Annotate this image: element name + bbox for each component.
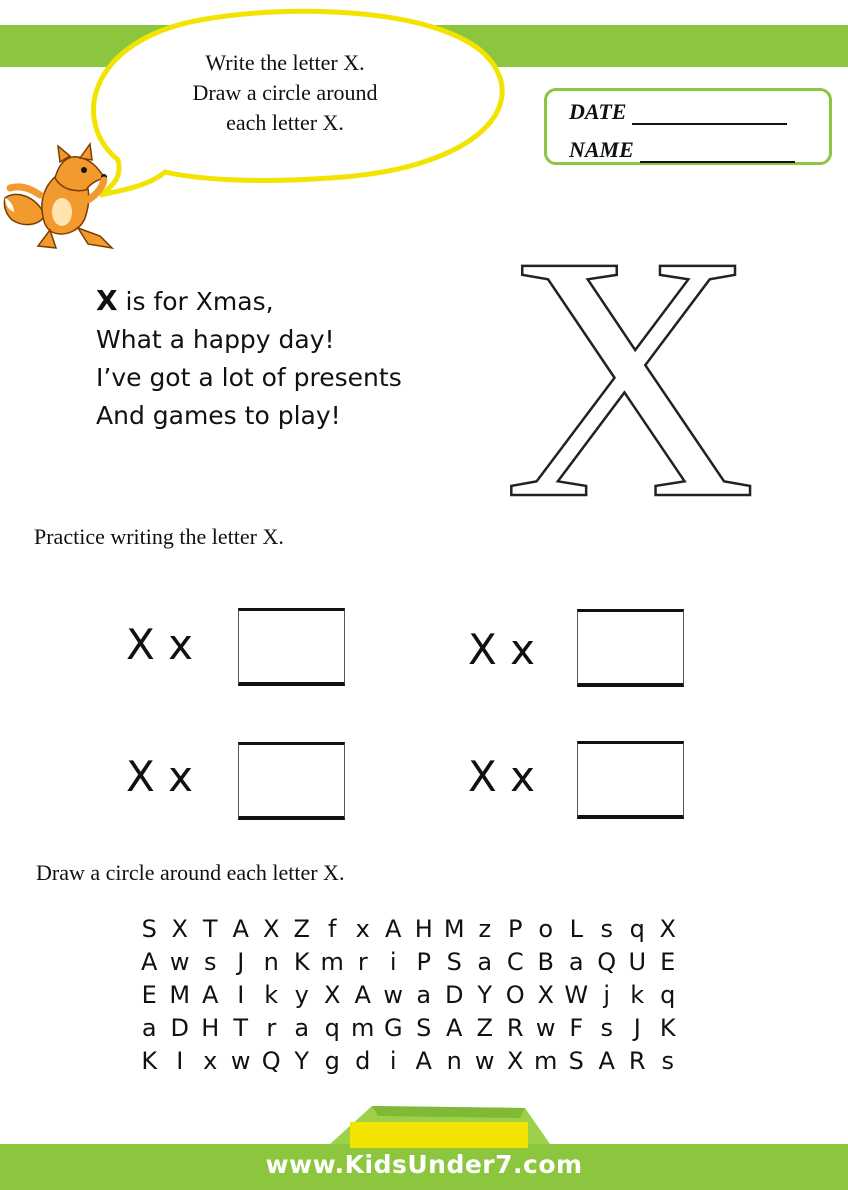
letter-pair-3: X x bbox=[126, 752, 193, 801]
letter-row bbox=[134, 978, 683, 1011]
instruction-text bbox=[160, 48, 410, 138]
search-letter[interactable]: X bbox=[537, 980, 554, 1009]
search-letter[interactable]: A bbox=[385, 914, 402, 943]
search-letter[interactable]: Z bbox=[476, 1013, 493, 1042]
search-letter[interactable]: x bbox=[203, 1046, 218, 1075]
search-heading: Draw a circle around each letter X. bbox=[36, 860, 345, 885]
search-letter[interactable]: M bbox=[169, 980, 191, 1009]
search-letter[interactable]: K bbox=[141, 1046, 158, 1075]
search-letter[interactable]: a bbox=[141, 1013, 157, 1042]
search-letter[interactable]: D bbox=[445, 980, 464, 1009]
poem bbox=[96, 282, 402, 435]
date-field[interactable] bbox=[569, 99, 787, 125]
practice-heading: Practice writing the letter X. bbox=[34, 524, 284, 549]
search-letter[interactable]: G bbox=[383, 1013, 403, 1042]
website-url[interactable]: www.KidsUnder7.com bbox=[265, 1150, 583, 1179]
writing-box-3[interactable] bbox=[238, 742, 345, 820]
letter-row bbox=[134, 945, 683, 978]
search-letter[interactable]: E bbox=[660, 947, 676, 976]
search-letter[interactable]: T bbox=[233, 1013, 249, 1042]
search-letter[interactable]: I bbox=[176, 1046, 184, 1075]
search-letter[interactable]: w bbox=[474, 1046, 495, 1075]
poem-line-1 bbox=[96, 282, 402, 321]
search-letter[interactable]: w bbox=[535, 1013, 556, 1042]
search-letter[interactable]: Q bbox=[597, 947, 617, 976]
search-letter[interactable]: s bbox=[203, 947, 217, 976]
search-letter[interactable]: A bbox=[446, 1013, 463, 1042]
date-name-box bbox=[544, 88, 832, 165]
search-letter[interactable]: q bbox=[629, 914, 645, 943]
search-letter[interactable]: w bbox=[383, 980, 404, 1009]
search-letter[interactable]: n bbox=[263, 947, 279, 976]
search-letter[interactable]: U bbox=[628, 947, 647, 976]
search-letter[interactable]: X bbox=[507, 1046, 524, 1075]
search-letter[interactable]: E bbox=[141, 980, 157, 1009]
search-letter[interactable]: q bbox=[324, 1013, 340, 1042]
search-letter[interactable]: m bbox=[320, 947, 344, 976]
search-letter[interactable]: o bbox=[538, 914, 554, 943]
search-letter[interactable]: a bbox=[294, 1013, 310, 1042]
search-letter[interactable]: k bbox=[630, 980, 645, 1009]
search-letter[interactable]: X bbox=[263, 914, 280, 943]
search-letter[interactable]: Q bbox=[261, 1046, 281, 1075]
search-letter[interactable]: R bbox=[506, 1013, 524, 1042]
poem-line-2: What a happy day! bbox=[96, 325, 335, 354]
search-letter[interactable]: i bbox=[389, 1046, 397, 1075]
search-letter[interactable]: K bbox=[659, 1013, 676, 1042]
search-letter[interactable]: n bbox=[446, 1046, 462, 1075]
search-letter[interactable]: a bbox=[416, 980, 432, 1009]
search-letter[interactable]: S bbox=[568, 1046, 584, 1075]
search-letter[interactable]: s bbox=[661, 1046, 674, 1075]
search-letter[interactable]: k bbox=[264, 980, 279, 1009]
search-letter[interactable]: C bbox=[506, 947, 524, 976]
search-letter[interactable]: w bbox=[169, 947, 190, 976]
name-line bbox=[640, 141, 795, 163]
search-letter[interactable]: f bbox=[328, 914, 337, 943]
search-letter[interactable]: m bbox=[534, 1046, 558, 1075]
letter-search-grid bbox=[134, 912, 683, 1077]
instruction-line-1: Write the letter X. bbox=[205, 50, 365, 75]
poem-line-1-text: is for Xmas, bbox=[117, 287, 274, 316]
search-letter[interactable]: F bbox=[569, 1013, 584, 1042]
search-letter[interactable]: J bbox=[633, 1013, 641, 1042]
search-letter[interactable]: a bbox=[477, 947, 493, 976]
name-field[interactable] bbox=[569, 137, 795, 163]
search-letter[interactable]: A bbox=[354, 980, 371, 1009]
date-label: DATE bbox=[569, 99, 627, 124]
letter-pair-2: X x bbox=[468, 625, 535, 674]
search-letter[interactable]: q bbox=[660, 980, 676, 1009]
search-letter[interactable]: W bbox=[564, 980, 589, 1009]
search-letter[interactable]: d bbox=[355, 1046, 371, 1075]
big-outline-letter bbox=[480, 225, 780, 515]
search-letter[interactable]: P bbox=[416, 947, 431, 976]
instruction-line-2: Draw a circle around bbox=[192, 80, 378, 105]
letter-row bbox=[134, 1044, 683, 1077]
search-letter[interactable]: L bbox=[569, 914, 583, 943]
name-label: NAME bbox=[569, 137, 634, 162]
letter-pair-4: X x bbox=[468, 752, 535, 801]
search-letter[interactable]: K bbox=[293, 947, 310, 976]
search-letter[interactable]: m bbox=[351, 1013, 375, 1042]
search-letter[interactable]: r bbox=[357, 947, 368, 976]
instruction-line-3: each letter X. bbox=[226, 110, 344, 135]
search-letter[interactable]: z bbox=[478, 914, 492, 943]
search-letter[interactable]: B bbox=[537, 947, 554, 976]
search-letter[interactable]: J bbox=[237, 947, 245, 976]
search-letter[interactable]: A bbox=[141, 947, 158, 976]
letter-row bbox=[134, 1011, 683, 1044]
search-letter[interactable]: a bbox=[568, 947, 584, 976]
search-letter[interactable]: R bbox=[628, 1046, 646, 1075]
writing-box-1[interactable] bbox=[238, 608, 345, 686]
poem-big-letter: X bbox=[96, 284, 118, 317]
date-line bbox=[632, 103, 787, 125]
search-letter[interactable]: j bbox=[603, 980, 611, 1009]
search-letter[interactable]: T bbox=[202, 914, 218, 943]
search-letter[interactable]: s bbox=[600, 914, 613, 943]
poem-line-4: And games to play! bbox=[96, 401, 341, 430]
writing-box-4[interactable] bbox=[577, 741, 684, 819]
search-letter[interactable]: Y bbox=[477, 980, 493, 1009]
search-letter[interactable]: Z bbox=[293, 914, 310, 943]
fox-mascot-icon bbox=[0, 140, 150, 260]
search-letter[interactable]: x bbox=[355, 914, 370, 943]
search-letter[interactable]: X bbox=[659, 914, 676, 943]
search-letter[interactable]: A bbox=[415, 1046, 432, 1075]
search-letter[interactable]: i bbox=[389, 947, 397, 976]
search-letter[interactable]: X bbox=[171, 914, 188, 943]
search-letter[interactable]: A bbox=[598, 1046, 615, 1075]
writing-box-2[interactable] bbox=[577, 609, 684, 687]
search-letter[interactable]: A bbox=[202, 980, 219, 1009]
letter-row bbox=[134, 912, 683, 945]
search-letter[interactable]: Y bbox=[294, 1046, 310, 1075]
search-letter[interactable]: H bbox=[201, 1013, 220, 1042]
search-letter[interactable]: s bbox=[600, 1013, 613, 1042]
search-letter[interactable]: H bbox=[414, 914, 433, 943]
search-letter[interactable]: S bbox=[416, 1013, 432, 1042]
search-letter[interactable]: g bbox=[324, 1046, 340, 1075]
search-letter[interactable]: r bbox=[266, 1013, 277, 1042]
search-letter[interactable]: S bbox=[446, 947, 462, 976]
search-letter[interactable]: P bbox=[508, 914, 523, 943]
search-letter[interactable]: S bbox=[141, 914, 157, 943]
search-letter[interactable]: I bbox=[237, 980, 245, 1009]
search-letter[interactable]: D bbox=[170, 1013, 189, 1042]
search-letter[interactable]: M bbox=[443, 914, 465, 943]
letter-pair-1: X x bbox=[126, 620, 193, 669]
search-letter[interactable]: X bbox=[324, 980, 341, 1009]
big-outline-letter-text: X bbox=[503, 225, 757, 515]
search-letter[interactable]: A bbox=[232, 914, 249, 943]
search-letter[interactable]: O bbox=[505, 980, 525, 1009]
search-letter[interactable]: y bbox=[294, 980, 309, 1009]
poem-line-3: I’ve got a lot of presents bbox=[96, 363, 402, 392]
search-letter[interactable]: w bbox=[230, 1046, 251, 1075]
